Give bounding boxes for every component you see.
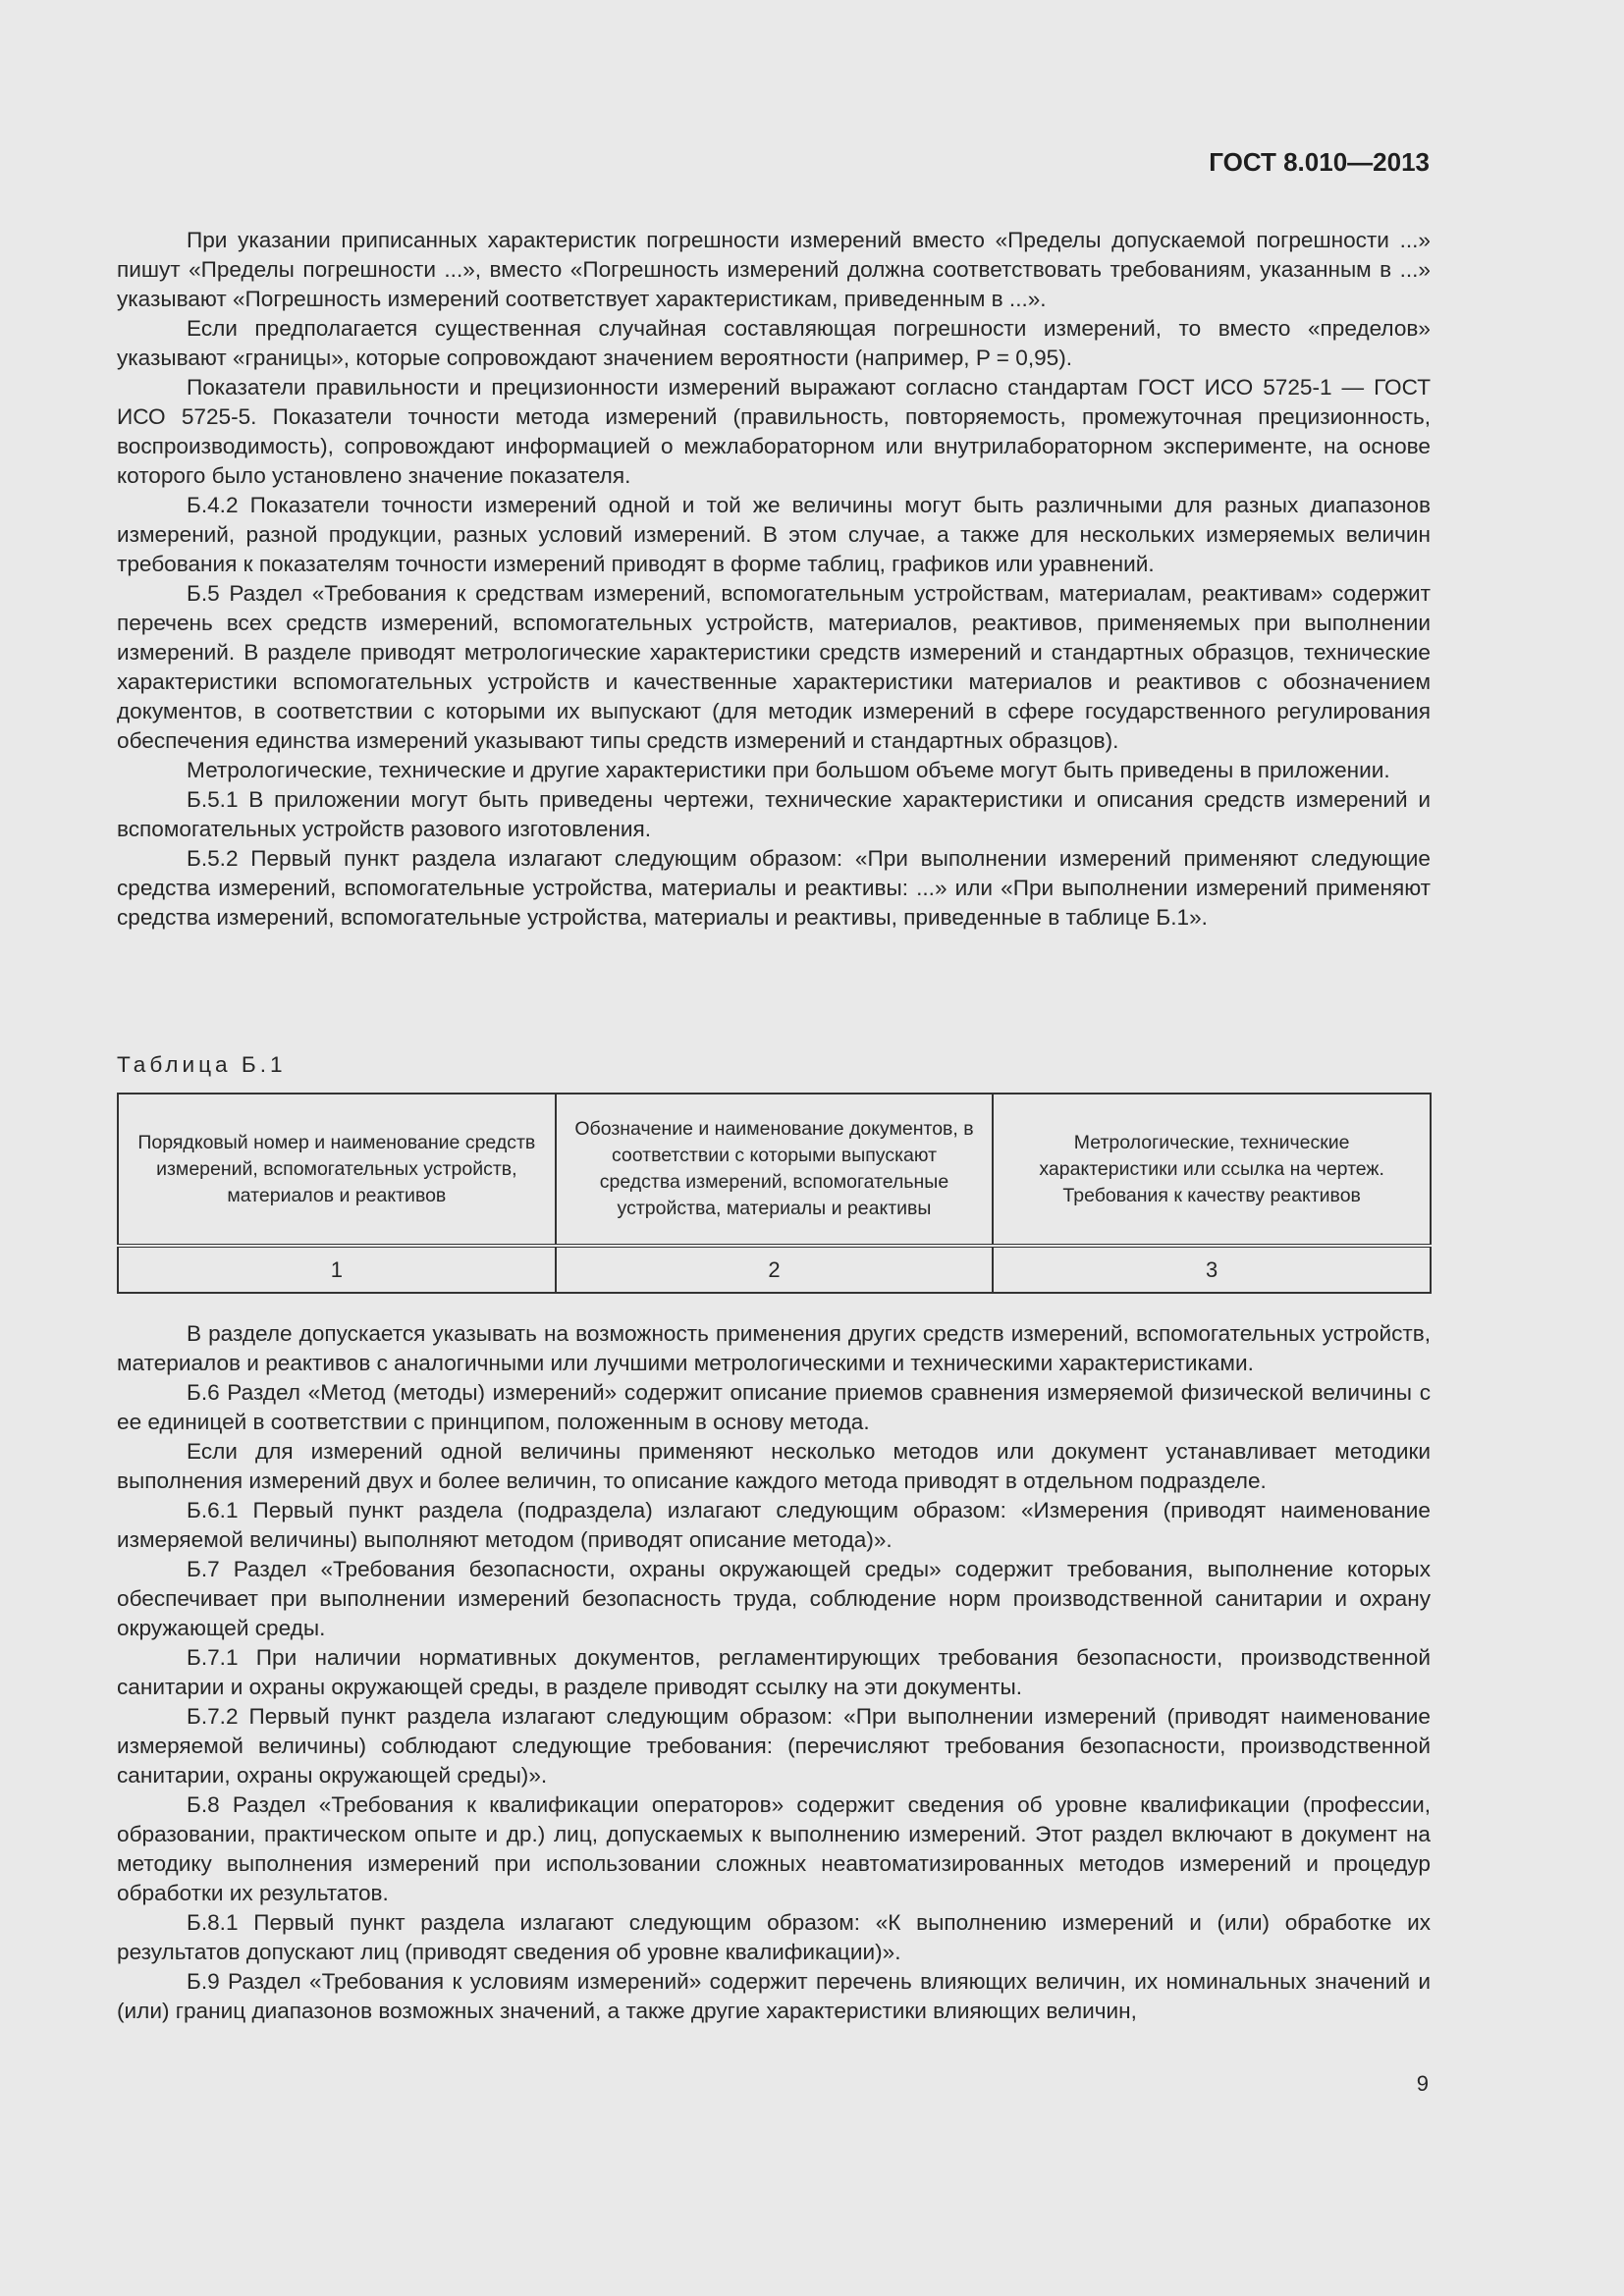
paragraph: Б.7 Раздел «Требования безопасности, охраны окружающей среды» содержит требования, выполнение которых обеспечивает при выполнении измерений безопасность труда, соблюдение норм производственной санитарии и охрану окружающей среды. xyxy=(117,1557,1431,1640)
text-block-top xyxy=(117,226,1431,933)
paragraph: Б.7.1 При наличии нормативных документов, регламентирующих требования безопасности, производственной санитарии и охраны окружающей среды, в разделе приводят ссылку на эти документы. xyxy=(117,1645,1431,1699)
paragraph: Б.9 Раздел «Требования к условиям измерений» содержит перечень влияющих величин, их номинальных значений и (или) границ диапазонов возможных значений, а также другие характеристики влияющих величин, xyxy=(117,1969,1431,2023)
table-caption: Таблица Б.1 xyxy=(117,1052,287,1077)
paragraph: Б.8.1 Первый пункт раздела излагают следующим образом: «К выполнению измерений и (или) обработке их результатов допускают лиц (приводят сведения об уровне квалификации)». xyxy=(117,1910,1431,1964)
paragraph: Б.7.2 Первый пункт раздела излагают следующим образом: «При выполнении измерений (приводят наименование измеряемой величины) соблюдают следующие требования: (перечисляют требования безопасности, производственной санитарии, охраны окружающей среды)». xyxy=(117,1704,1431,1788)
paragraph: Б.5.1 В приложении могут быть приведены чертежи, технические характеристики и описания средств измерений и вспомогательных устройств разового изготовления. xyxy=(117,787,1431,841)
paragraph: Б.4.2 Показатели точности измерений одной и той же величины могут быть различными для разных диапазонов измерений, разной продукции, разных условий измерений. В этом случае, а также для нескольких измеряемых величин требования к показателям точности измерений приводят в форме таблиц, графиков или уравнений. xyxy=(117,493,1431,576)
table-number-row xyxy=(118,1246,1431,1293)
table-header-cell: Порядковый номер и наименование средств измерений, вспомогательных устройств, материалов и реактивов xyxy=(118,1094,556,1246)
paragraph: Б.8 Раздел «Требования к квалификации операторов» содержит сведения об уровне квалификации (профессии, образовании, практическом опыте и др.) лиц, допускаемых к выполнению измерений. Этот раздел включают в документ на методику выполнения измерений при использовании сложных неавтоматизированных методов измерений и процедур обработки их результатов. xyxy=(117,1792,1431,1905)
text-block-bottom xyxy=(117,1319,1431,2026)
paragraph: Метрологические, технические и другие характеристики при большом объеме могут быть приведены в приложении. xyxy=(187,758,1390,782)
table-cell: 3 xyxy=(993,1246,1431,1293)
paragraph: При указании приписанных характеристик погрешности измерений вместо «Пределы допускаемой погрешности ...» пишут «Пределы погрешности ...», вместо «Погрешность измерений должна соответствовать требованиям, указанным в ...» указывают «Погрешность измерений соответствует характеристикам, приведенным в ...». xyxy=(117,228,1431,311)
paragraph: Б.6.1 Первый пункт раздела (подраздела) излагают следующим образом: «Измерения (приводят наименование измеряемой величины) выполняют методом (приводят описание метода)». xyxy=(117,1498,1431,1552)
page-number: 9 xyxy=(1416,2071,1429,2096)
paragraph: Б.5 Раздел «Требования к средствам измерений, вспомогательным устройствам, материалам, реактивам» содержит перечень всех средств измерений, вспомогательных устройств, материалов, реактивов, применяемых при выполнении измерений. В разделе приводят метрологические характеристики средств измерений и стандартных образцов, технические характеристики вспомогательных устройств и качественные характеристики материалов и реактивов с обозначением документов, в соответствии с которыми их выпускают (для методик измерений в сфере государственного регулирования обеспечения единства измерений указывают типы средств измерений и стандартных образцов). xyxy=(117,581,1431,753)
table-header-cell: Обозначение и наименование документов, в соответствии с которыми выпускают средства измерений, вспомогательные устройства, материалы и реактивы xyxy=(556,1094,994,1246)
standard-header: ГОСТ 8.010—2013 xyxy=(1209,147,1430,177)
paragraph: В разделе допускается указывать на возможность применения других средств измерений, вспомогательных устройств, материалов и реактивов с аналогичными или лучшими метрологическими и техническими характеристиками. xyxy=(117,1321,1431,1375)
paragraph: Б.6 Раздел «Метод (методы) измерений» содержит описание приемов сравнения измеряемой физической величины с ее единицей в соответствии с принципом, положенным в основу метода. xyxy=(117,1380,1431,1434)
table-cell: 2 xyxy=(556,1246,994,1293)
table-cell: 1 xyxy=(118,1246,556,1293)
table-header-row xyxy=(118,1094,1431,1246)
paragraph: Если предполагается существенная случайная составляющая погрешности измерений, то вместо «пределов» указывают «границы», которые сопровождают значением вероятности (например, P = 0,95). xyxy=(117,316,1431,370)
paragraph: Показатели правильности и прецизионности измерений выражают согласно стандартам ГОСТ ИСО 5725-1 — ГОСТ ИСО 5725-5. Показатели точности метода измерений (правильность, повторяемость, промежуточная прецизионность, воспроизводимость), сопровождают информацией о межлабораторном или внутрилабораторном эксперименте, на основе которого было установлено значение показателя. xyxy=(117,375,1431,488)
table-header-cell: Метрологические, технические характеристики или ссылка на чертеж. Требования к качеству реактивов xyxy=(993,1094,1431,1246)
paragraph: Если для измерений одной величины применяют несколько методов или документ устанавливает методики выполнения измерений двух и более величин, то описание каждого метода приводят в отдельном подразделе. xyxy=(117,1439,1431,1493)
paragraph: Б.5.2 Первый пункт раздела излагают следующим образом: «При выполнении измерений применяют следующие средства измерений, вспомогательные устройства, материалы и реактивы: ...» или «При выполнении измерений применяют средства измерений, вспомогательные устройства, материалы и реактивы, приведенные в таблице Б.1». xyxy=(117,846,1431,930)
table-b1 xyxy=(117,1093,1432,1294)
